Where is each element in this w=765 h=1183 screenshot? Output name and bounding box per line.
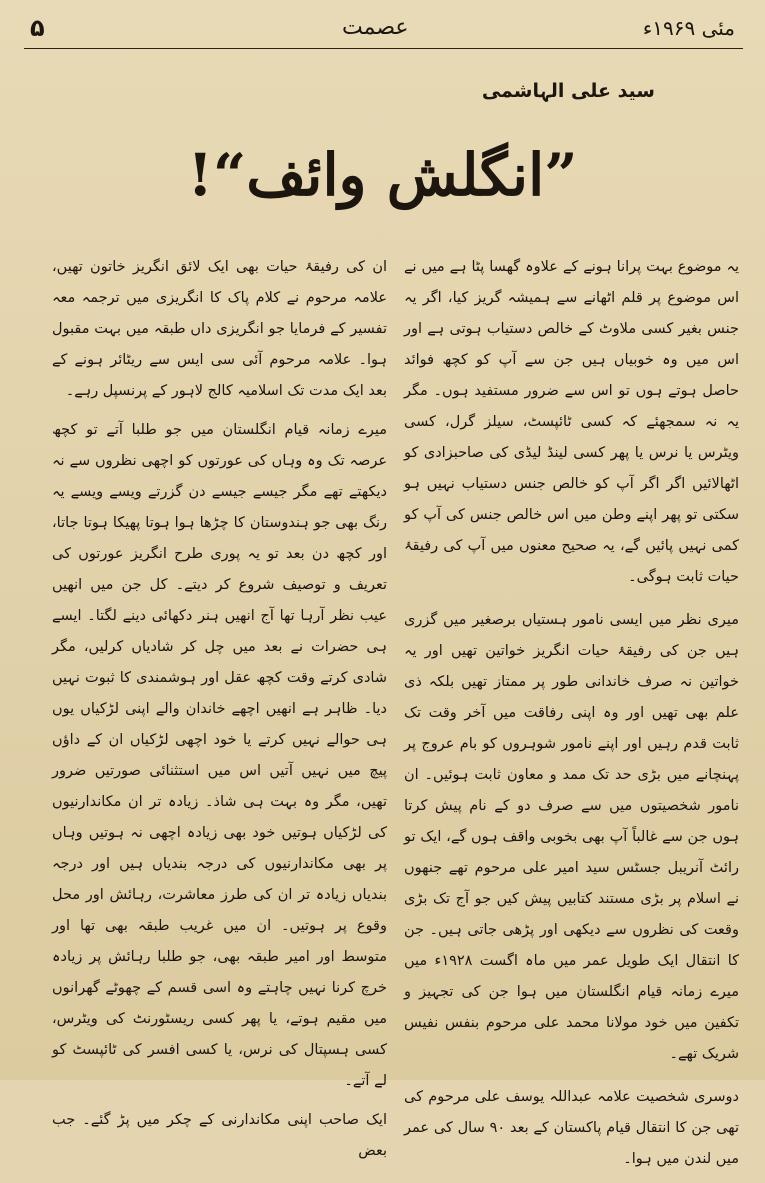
left-column [52,252,387,1175]
author-name: سید علی الہاشمی [481,80,655,102]
paragraph: ان کی رفیقۂ حیات بھی ایک لائق انگریز خاتون تھیں، علامہ مرحوم نے کلام پاک کا انگریزی میں ترجمہ معہ تفسیر کے فرمایا جو انگریزی داں طبقہ میں بہت مقبول ہوا۔ علامہ مرحوم آئی سی ایس سے ریٹائر ہونے کے بعد ایک مدت تک اسلامیہ کالج لاہور کے پرنسپل رہے۔ [52,259,387,399]
issue-date: مئی ۱۹۶۹ء [642,16,735,40]
article-title: ”انگلش وائف“! [187,141,578,209]
paragraph: میرے زمانہ قیام انگلستان میں جو طلبا آتے تو کچھ عرصہ تک وہ وہاں کی عورتوں کو اچھی نظروں سے نہ دیکھتے تھے مگر جیسے جیسے دن گزرتے ویسے ویسے یہ رنگ بھی جو ہندوستان کا چڑھا ہوا ہوتا پھیکا ہوتا جاتا، اور کچھ دن بعد تو یہ پوری طرح انگریز عورتوں کی تعریف و توصیف شروع کر دیتے۔ کل جن میں انھیں عیب نظر آرہا تھا آج انھیں ہنر دکھائی دینے لگتا۔ ایسے ہی حضرات نے بعد میں چل کر شادیاں کرلیں، مگر شادی کرتے وقت کچھ عقل اور ہوشمندی کا ثبوت نہیں دیا۔ ظاہر ہے انھیں اچھے خاندان والے اپنی لڑکیاں یوں ہی حوالے نہیں کرتے یا خود اچھی لڑکیاں ان کے داؤں پیچ میں نہیں آتیں اس میں استثنائی صورتیں ضرور تھیں، مگر وہ بہت ہی شاذ۔ زیادہ تر ان مکاندارنیوں کی لڑکیاں ہوتیں خود بھی زیادہ اچھی نہ ہوتیں وہاں پر بھی مکاندارنیوں کی درجہ بندیاں ہیں اور درجہ بندیاں زیادہ تر ان کی طرز معاشرت، رہائش اور محل وقوع پر ہوتیں۔ ان میں غریب طبقہ بھی تھا اور متوسط اور امیر طبقہ بھی، جو طلبا رہائش پر زیادہ خرچ کرنا نہیں چاہتے وہ اسی قسم کے چھوٹے گھرانوں میں مقیم ہوتے، یا پھر کسی ریسٹورنٹ کی ویٹرس، کسی ہسپتال کی نرس، یا کسی افسر کی ٹائپسٹ کو لے آتے۔ [52,422,387,1089]
right-column [404,252,739,1183]
header-rule [24,48,743,49]
magazine-name: عصمت [342,15,409,40]
page-number: ۵ [30,14,45,42]
paragraph: دوسری شخصیت علامہ عبداللہ یوسف علی مرحوم کی تھی جن کا انتقال قیام پاکستان کے بعد ۹۰ سال کی عمر میں لندن میں ہوا۔ [404,1089,739,1167]
paragraph: یہ موضوع بہت پرانا ہونے کے علاوہ گھسا پٹا ہے میں نے اس موضوع پر قلم اٹھانے سے ہمیشہ گریز کیا، اگر یہ جنس بغیر کسی ملاوٹ کے خالص دستیاب ہوتی ہے اور اس میں وہ خوبیاں ہیں جن سے آپ کو کچھ فوائد حاصل ہوتے ہوں تو اس سے ضرور مستفید ہوں۔ مگر یہ نہ سمجھئے کہ کسی ٹائپسٹ، سیلز گرل، کسی ویٹرس یا نرس یا پھر کسی لینڈ لیڈی کی صاحبزادی کو اٹھالائیں اگر اگر آپ کو خالص جنس دستیاب نہیں ہو سکتی تو پھر اپنے وطن میں اس خالص جنس کی آپ کو کمی نہیں پائیں گے، یہ صحیح معنوں میں آپ کی رفیقۂ حیات ثابت ہوگی۔ [404,259,739,585]
paragraph: میری نظر میں ایسی نامور ہستیاں برصغیر میں گزری ہیں جن کی رفیقۂ حیات انگریز خواتین تھیں اور یہ خواتین نہ صرف خاندانی طور پر ممتاز تھیں بلکہ ذی علم بھی تھیں اور وہ اپنی رفاقت میں آخر وقت تک ثابت قدم رہیں اور اپنے نامور شوہروں کو بام عروج پر پہنچانے میں بڑی حد تک ممد و معاون ثابت ہوئیں۔ ان نامور شخصیتوں میں سے صرف دو کے نام پیش کرتا ہوں جن سے غالباً آپ بھی بخوبی واقف ہوں گے، ایک تو رائٹ آنریبل جسٹس سید امیر علی مرحوم تھے جنھوں نے اسلام پر بڑی مستند کتابیں پیش کیں جو آج تک بڑی وقعت کی نظروں سے دیکھی اور پڑھی جاتی ہیں۔ جن کا انتقال ایک طویل عمر میں ماہ اگست ۱۹۲۸ء میں میرے زمانہ قیام انگلستان میں ہوا جن کی تجہیز و تکفین میں خود مولانا محمد علی مرحوم بنفس نفیس شریک تھے۔ [404,612,740,1062]
paragraph: ایک صاحب اپنی مکاندارنی کے چکر میں پڑ گئے۔ جب بعض [52,1112,387,1159]
